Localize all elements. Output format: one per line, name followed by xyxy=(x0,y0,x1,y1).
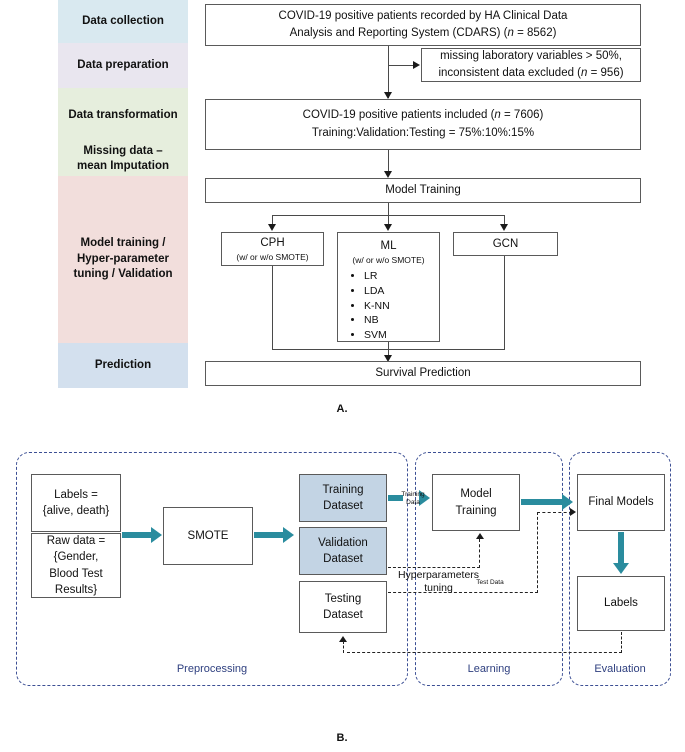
labels-input-line2: {alive, death} xyxy=(42,505,110,517)
stage-band-prediction xyxy=(58,343,188,388)
labels-input-box xyxy=(31,474,121,532)
missing-data-line1: Missing data – xyxy=(83,145,163,158)
cph-box xyxy=(221,232,324,266)
test-data-dashed-vertical xyxy=(537,512,538,593)
training-dataset-line2: Dataset xyxy=(323,500,363,512)
raw-data-line3: Blood Test xyxy=(49,567,103,580)
excluded-n-symbol: n xyxy=(581,67,588,79)
model-training-b-line1: Model xyxy=(460,488,492,501)
arrow-source-to-included xyxy=(384,92,392,99)
region-label-learning: Learning xyxy=(467,663,511,675)
hyperparameters-line2: tuning xyxy=(424,582,453,595)
arrow-model-to-final-shaft xyxy=(521,499,563,505)
included-line1-pre: COVID-19 positive patients included ( xyxy=(302,108,495,121)
ml-algorithm-item: • NB xyxy=(364,313,390,328)
smote-box xyxy=(163,507,253,565)
smote-label: SMOTE xyxy=(187,529,229,542)
labels-feedback-dashed-vertical xyxy=(621,632,622,653)
source-cohort-line2 xyxy=(290,25,557,42)
survival-prediction-box xyxy=(205,361,641,386)
hyperparam-dashed-vertical xyxy=(479,539,480,568)
ml-algorithm-item: • LR xyxy=(364,269,390,284)
labels-feedback-dashed-up xyxy=(343,641,344,653)
source-cohort-line2-pre: Analysis and Reporting System (CDARS) ( xyxy=(289,27,508,39)
model-training-b-line2: Training xyxy=(455,504,497,517)
arrow-to-excluded xyxy=(413,61,420,69)
panel-a-letter: A. xyxy=(336,403,348,415)
final-models-label: Final Models xyxy=(588,496,654,509)
excluded-line2 xyxy=(438,65,623,82)
test-data-dashed-horizontal xyxy=(388,592,538,593)
training-data-line1: Training xyxy=(401,491,425,498)
included-line1 xyxy=(303,107,544,124)
included-n-symbol: n xyxy=(494,108,501,121)
validation-dataset-box xyxy=(299,527,387,575)
arrow-inputs-to-smote-shaft xyxy=(122,532,152,538)
arrow-final-to-labels-head xyxy=(613,563,629,574)
stage-band-model-training xyxy=(58,176,188,343)
ml-algorithm-item: • SVM xyxy=(364,328,390,343)
ml-box xyxy=(337,232,440,342)
connector-cph-down xyxy=(272,266,273,349)
training-data-line2: Data xyxy=(406,498,420,506)
arrow-smote-to-datasets-shaft xyxy=(254,532,284,538)
arrow-to-ml xyxy=(384,224,392,231)
ml-algorithm-item: • LDA xyxy=(364,284,390,299)
included-line1-post: = 7606) xyxy=(500,108,544,121)
connector-source-to-included xyxy=(388,46,389,98)
model-training-box-b xyxy=(432,474,520,531)
source-cohort-n-symbol: n xyxy=(507,27,514,39)
source-cohort-line1: COVID-19 positive patients recorded by HA Clinical Data xyxy=(278,10,568,23)
stage-band-data-preparation xyxy=(58,43,188,88)
model-training-label: Model Training xyxy=(385,184,461,197)
stage-band-label: Data preparation xyxy=(77,58,169,71)
cph-title: CPH xyxy=(260,237,285,250)
survival-prediction-label: Survival Prediction xyxy=(375,367,471,380)
labels-output-box xyxy=(577,576,665,631)
hyperparameters-line1: Hyperparameters xyxy=(397,569,480,581)
training-dataset-line1: Training xyxy=(322,483,364,496)
training-dataset-box xyxy=(299,474,387,522)
ml-algorithm-list xyxy=(338,269,390,344)
stage-band-label: Prediction xyxy=(94,358,152,371)
ml-title: ML xyxy=(380,240,397,252)
test-data-dashed-into-final xyxy=(537,512,572,513)
labels-input-line1: Labels = xyxy=(54,488,98,501)
gcn-title: GCN xyxy=(492,237,519,250)
region-label-evaluation: Evaluation xyxy=(594,663,646,675)
ml-algorithm-item: • K-NN xyxy=(364,299,390,314)
arrow-to-gcn xyxy=(500,224,508,231)
model-training-band-line2: Hyper-parameter xyxy=(76,252,170,265)
cph-subtitle: (w/ or w/o SMOTE) xyxy=(236,251,309,262)
testing-dataset-line1: Testing xyxy=(324,592,362,605)
edge-label-test-data: Test Data xyxy=(476,579,504,586)
raw-data-line2: {Gender, xyxy=(53,551,99,564)
testing-dataset-line2: Dataset xyxy=(323,609,363,621)
labels-output-label: Labels xyxy=(604,597,638,610)
arrow-included-to-model-training xyxy=(384,171,392,178)
arrow-test-data-to-final-models xyxy=(570,508,576,516)
excluded-line1: missing laboratory variables > 50%, xyxy=(440,50,622,63)
excluded-line2-pre: inconsistent data excluded ( xyxy=(438,67,582,79)
source-cohort-line2-post: = 8562) xyxy=(513,27,557,39)
final-models-box xyxy=(577,474,665,531)
stage-band-data-collection xyxy=(58,0,188,43)
missing-data-line2: mean Imputation xyxy=(76,160,169,173)
included-split-ratio: Training:Validation:Testing = 75%:10%:15% xyxy=(311,127,535,140)
edge-label-training-data xyxy=(395,491,431,507)
connector-model-training-down xyxy=(388,203,389,215)
connector-gcn-down xyxy=(504,256,505,349)
raw-data-line4: Results} xyxy=(54,583,98,596)
arrow-hyperparam-to-model xyxy=(476,533,484,539)
hyperparam-dashed-horizontal xyxy=(388,567,480,568)
source-cohort-box xyxy=(205,4,641,46)
stage-band-label-transformation: Data transformation xyxy=(68,108,178,121)
arrow-to-cph xyxy=(268,224,276,231)
raw-data-box xyxy=(31,533,121,598)
connector-ml-down xyxy=(388,342,389,349)
stage-band-label-missing-data xyxy=(77,144,169,174)
ml-subtitle: (w/ or w/o SMOTE) xyxy=(352,254,425,265)
gcn-box xyxy=(453,232,558,256)
connector-branch-to-excluded xyxy=(388,65,414,66)
arrow-inputs-to-smote-head xyxy=(151,527,162,543)
model-training-box xyxy=(205,178,641,203)
excluded-box xyxy=(421,48,641,82)
arrow-smote-to-datasets-head xyxy=(283,527,294,543)
validation-dataset-line2: Dataset xyxy=(323,553,363,565)
stage-band-label: Data collection xyxy=(82,14,164,27)
included-cohort-box xyxy=(205,99,641,150)
testing-dataset-box xyxy=(299,581,387,633)
excluded-line2-post: = 956) xyxy=(587,67,624,79)
labels-feedback-dashed-horizontal xyxy=(347,652,622,653)
validation-dataset-line1: Validation xyxy=(318,536,368,549)
model-training-band-line3: tuning / Validation xyxy=(73,268,173,281)
model-training-band-line1: Model training / xyxy=(80,237,166,250)
panel-b-letter: B. xyxy=(336,732,348,744)
arrow-final-to-labels-shaft xyxy=(618,532,624,564)
raw-data-line1: Raw data = xyxy=(46,534,106,547)
region-label-preprocessing: Preprocessing xyxy=(176,663,248,675)
